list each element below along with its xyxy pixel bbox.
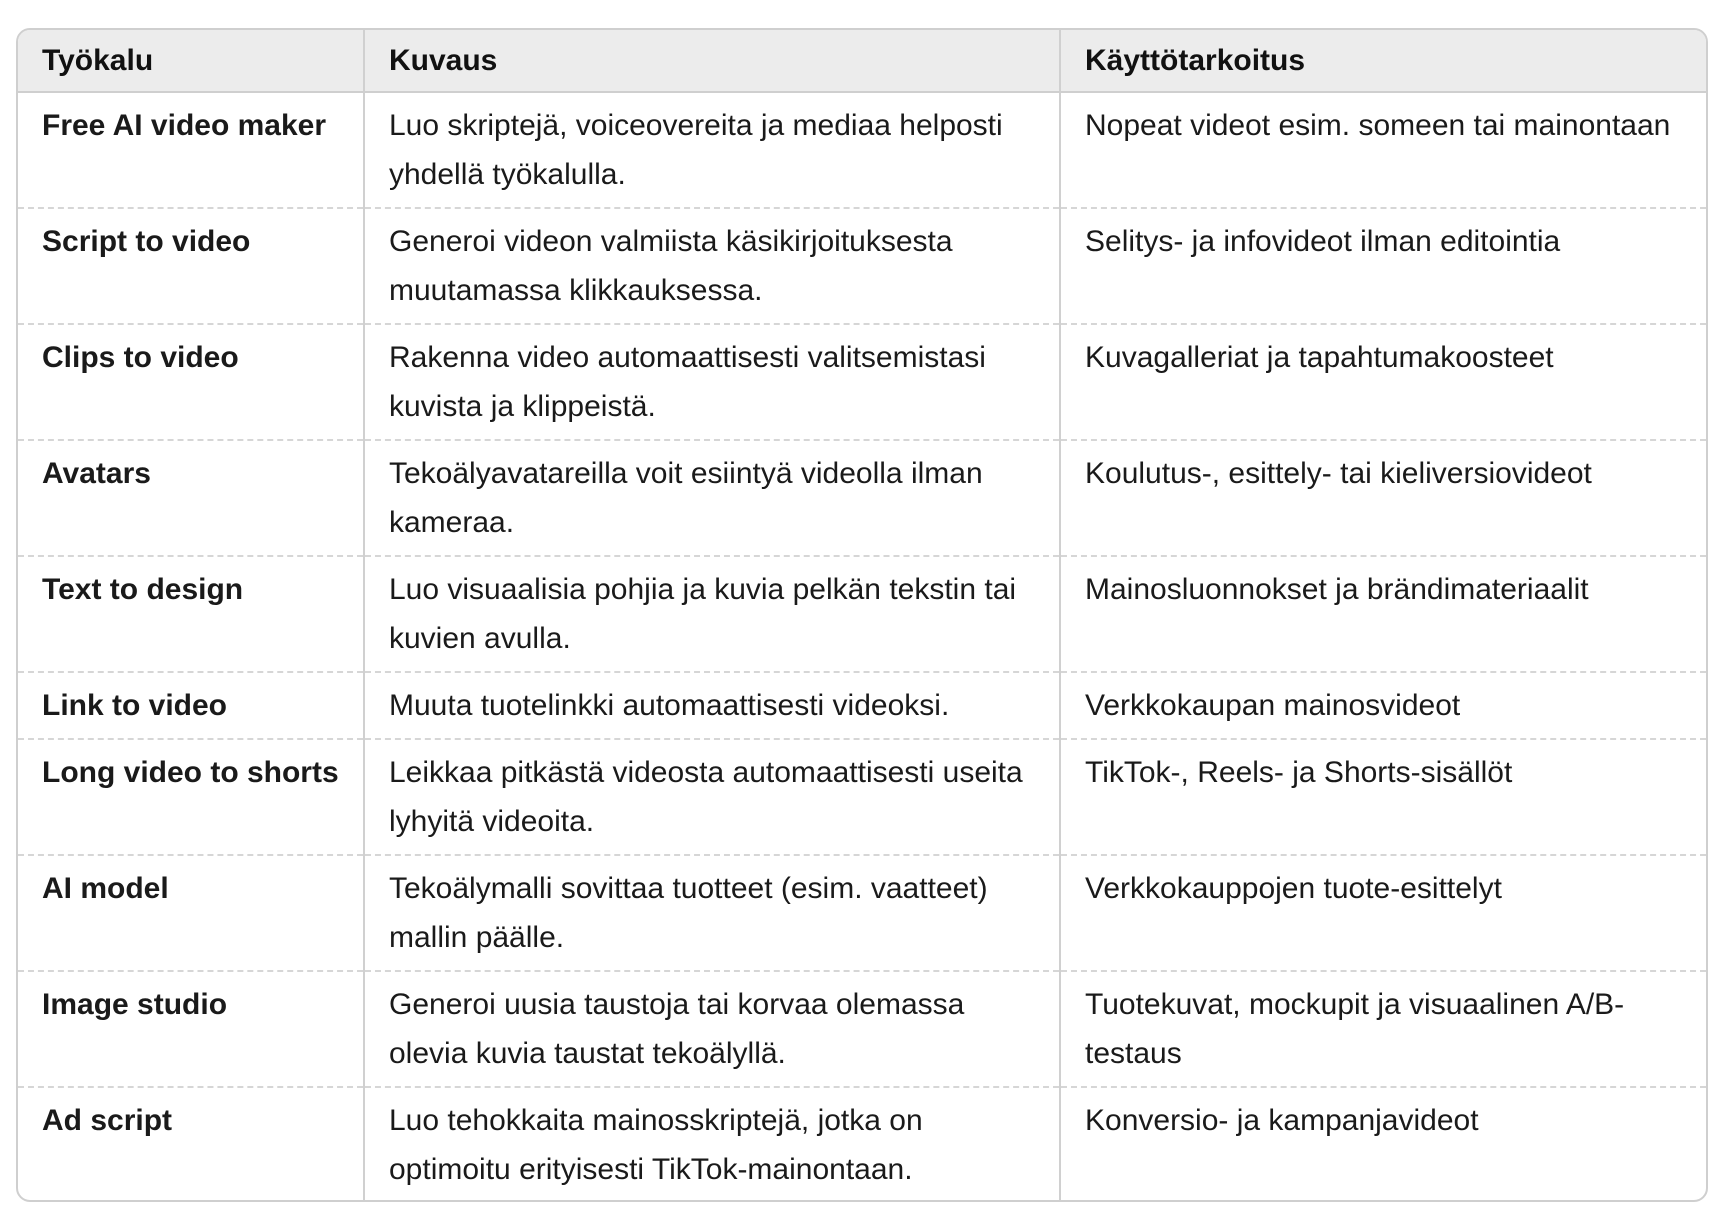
table-body [18,92,1706,1202]
cell-use: Selitys- ja infovideot ilman editointia [1060,208,1706,324]
cell-use: Verkkokaupan mainosvideot [1060,672,1706,739]
cell-tool: Link to video [18,672,364,739]
cell-tool: AI model [18,855,364,971]
cell-description: Tekoälyavatareilla voit esiintyä videolla ilman kameraa. [364,440,1060,556]
cell-description: Leikkaa pitkästä videosta automaattisesti useita lyhyitä videoita. [364,739,1060,855]
cell-use: Tuotekuvat, mockupit ja visuaalinen A/B-testaus [1060,971,1706,1087]
table-row [18,556,1706,672]
cell-tool: Image studio [18,971,364,1087]
cell-description: Tekoälymalli sovittaa tuotteet (esim. vaatteet) mallin päälle. [364,855,1060,971]
cell-description: Generoi videon valmiista käsikirjoituksesta muutamassa klikkauksessa. [364,208,1060,324]
cell-tool: Avatars [18,440,364,556]
table-row [18,855,1706,971]
cell-use: TikTok-, Reels- ja Shorts-sisällöt [1060,739,1706,855]
cell-tool: Free AI video maker [18,92,364,208]
cell-tool: Text to design [18,556,364,672]
header-description: Kuvaus [364,30,1060,92]
table-header [18,30,1706,92]
header-use: Käyttötarkoitus [1060,30,1706,92]
header-row [18,30,1706,92]
cell-tool: Ad script [18,1087,364,1202]
cell-use: Mainosluonnokset ja brändimateriaalit [1060,556,1706,672]
cell-tool: Script to video [18,208,364,324]
cell-description: Luo skriptejä, voiceovereita ja mediaa helposti yhdellä työkalulla. [364,92,1060,208]
cell-use: Kuvagalleriat ja tapahtumakoosteet [1060,324,1706,440]
table-row [18,92,1706,208]
cell-description: Luo tehokkaita mainosskriptejä, jotka on optimoitu erityisesti TikTok-mainontaan. [364,1087,1060,1202]
table-row [18,324,1706,440]
table-row [18,971,1706,1087]
cell-description: Rakenna video automaattisesti valitsemistasi kuvista ja klippeistä. [364,324,1060,440]
cell-description: Muuta tuotelinkki automaattisesti videoksi. [364,672,1060,739]
cell-tool: Long video to shorts [18,739,364,855]
cell-use: Nopeat videot esim. someen tai mainontaan [1060,92,1706,208]
cell-description: Luo visuaalisia pohjia ja kuvia pelkän tekstin tai kuvien avulla. [364,556,1060,672]
table-row [18,739,1706,855]
tools-table [18,30,1706,1202]
tools-table-container [16,28,1708,1202]
table-row [18,672,1706,739]
table-row [18,1087,1706,1202]
table-row [18,208,1706,324]
cell-description: Generoi uusia taustoja tai korvaa olemassa olevia kuvia taustat tekoälyllä. [364,971,1060,1087]
table-row [18,440,1706,556]
header-tool: Työkalu [18,30,364,92]
cell-tool: Clips to video [18,324,364,440]
cell-use: Verkkokauppojen tuote-esittelyt [1060,855,1706,971]
cell-use: Konversio- ja kampanjavideot [1085,1104,1479,1137]
cell-use: Koulutus-, esittely- tai kieliversiovideot [1060,440,1706,556]
